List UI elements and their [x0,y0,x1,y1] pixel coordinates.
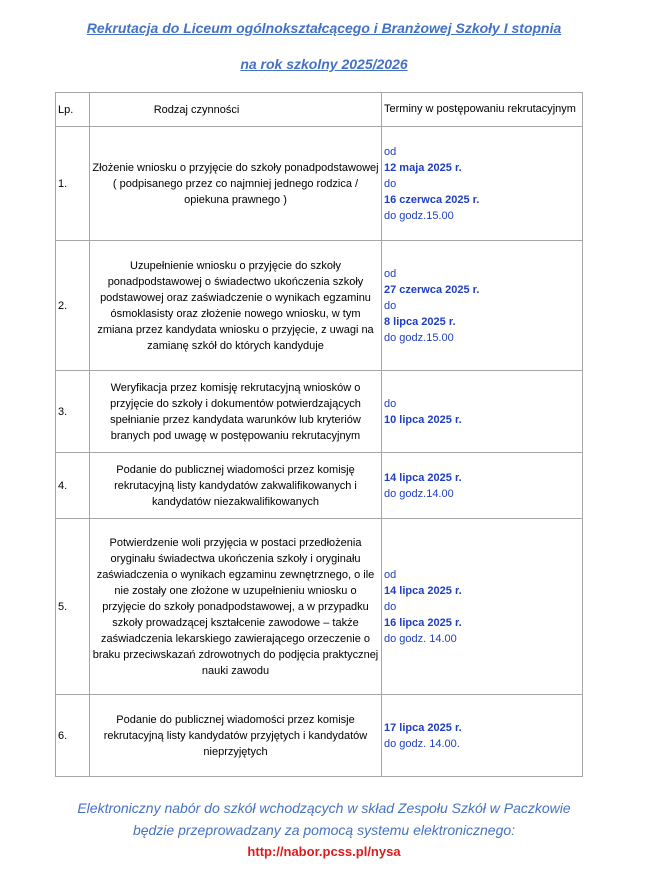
deadline-cell [382,453,583,519]
deadline-text: od [384,267,397,280]
deadline-cell [382,127,583,241]
deadline-date: 16 lipca 2025 r. [384,616,462,629]
activity-description: Uzupełnienie wniosku o przyjęcie do szkoły ponadpodstawowej o świadectwo ukończenia szkoły podstawowej oraz zaświadczenie o wynikach egzaminu ósmoklasisty oraz złożenie nowego wniosku, w tym zmiana przez kandydata wniosku o przyjęcie, z uwagi na zamianę szkół do których kandyduje [90,241,382,371]
deadline-date: 14 lipca 2025 r. [384,471,462,484]
nabor-url-link[interactable]: http://nabor.pcss.pl/nysa [247,844,401,859]
activity-description: Złożenie wniosku o przyjęcie do szkoły ponadpodstawowej ( podpisanego przez co najmniej jednego rodzica / opiekuna prawnego ) [90,127,382,241]
deadline-text: do [384,600,397,613]
activity-description: Potwierdzenie woli przyjęcia w postaci przedłożenia oryginału świadectwa ukończenia szkoły i oryginału zaświadczenia o wynikach egzaminu zewnętrznego, o ile nie zostały one złożone w uzupełnieniu wniosku o przyjęcie do szkoły ponadpodstawowej, a w przypadku szkoły prowadzącej kształcenie zawodowe – także zaświadczenia lekarskiego zawierającego orzeczenie o braku przeciwskazań zdrowotnych do podjęcia praktycznej nauki zawodu [90,519,382,695]
header-lp: Lp. [56,93,90,127]
header-activity: Rodzaj czynności [90,93,382,127]
row-number: 2. [56,241,90,371]
table-body [56,127,583,777]
deadline-text: do [384,177,397,190]
deadline-date: 8 lipca 2025 r. [384,315,456,328]
deadline-text: do [384,397,397,410]
table-header-row [56,93,583,127]
deadline-date: 14 lipca 2025 r. [384,584,462,597]
deadline-text: do godz.15.00 [384,331,454,344]
row-number: 4. [56,453,90,519]
row-number: 5. [56,519,90,695]
footer-text-line1: Elektroniczny nabór do szkół wchodzących w skład Zespołu Szkół w Paczkowie [77,800,571,816]
table-row [56,241,583,371]
row-number: 3. [56,371,90,453]
deadline-text: do godz.15.00 [384,209,454,222]
deadline-cell [382,241,583,371]
table-row [56,519,583,695]
deadline-cell [382,695,583,777]
row-number: 1. [56,127,90,241]
deadline-cell [382,371,583,453]
deadline-date: 27 czerwca 2025 r. [384,283,480,296]
activity-description: Weryfikacja przez komisję rekrutacyjną wniosków o przyjęcie do szkoły i dokumentów potwierdzających spełnianie przez kandydata warunków lub kryteriów branych pod uwagę w postępowaniu rekrutacyjnym [90,371,382,453]
deadline-text: od [384,145,397,158]
deadline-cell [382,519,583,695]
school-year-title: na rok szkolny 2025/2026 [240,56,408,72]
deadline-date: 17 lipca 2025 r. [384,721,462,734]
header-terms: Terminy w postępowaniu rekrutacyjnym [382,93,583,127]
deadline-date: 16 czerwca 2025 r. [384,193,480,206]
row-number: 6. [56,695,90,777]
footer-text-line2: będzie przeprowadzany za pomocą systemu elektronicznego: [132,822,516,838]
document-title: Rekrutacja do Liceum ogólnokształcącego i Branżowej Szkoły I stopnia [86,20,562,36]
deadline-text: do [384,299,397,312]
deadline-text: do godz. 14.00. [384,737,460,750]
deadline-text: do godz.14.00 [384,487,454,500]
activity-description: Podanie do publicznej wiadomości przez komisje rekrutacyjną listy kandydatów przyjętych i kandydatów nieprzyjętych [90,695,382,777]
activity-description: Podanie do publicznej wiadomości przez komisję rekrutacyjną listy kandydatów zakwalifikowanych i kandydatów niezakwalifikowanych [90,453,382,519]
deadline-text: od [384,568,397,581]
table-row [56,127,583,241]
table-row [56,371,583,453]
deadline-date: 12 maja 2025 r. [384,161,462,174]
recruitment-schedule-table [55,92,583,777]
deadline-date: 10 lipca 2025 r. [384,413,462,426]
table-row [56,695,583,777]
deadline-text: do godz. 14.00 [384,632,457,645]
table-row [56,453,583,519]
